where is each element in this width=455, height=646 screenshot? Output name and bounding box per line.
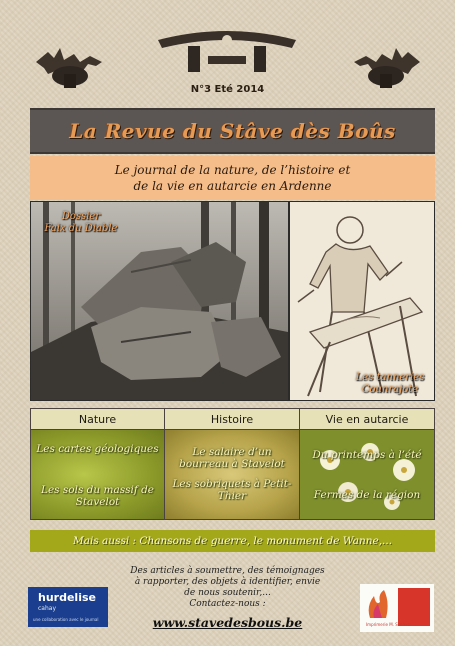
mais-aussi-text: Mais aussi : Chansons de guerre, le monument de Wanne,... — [72, 535, 393, 547]
tanneries-caption — [345, 372, 435, 396]
dossier-caption-line-1: Dossier — [61, 211, 101, 222]
item-cartes-geologiques: Les cartes géologiques — [36, 443, 159, 455]
item-sols-massif: Les sols du massif de Stavelot — [40, 484, 155, 508]
section-heading-nature: Nature — [31, 409, 164, 429]
contact-line-4: Contactez-nous : — [189, 599, 266, 609]
tanneries-caption-line-2: Counrajote — [361, 384, 419, 395]
item-printemps-ete: Du printemps à l’été — [312, 449, 422, 461]
subtitle-line-2: de la vie en autarcie en Ardenne — [133, 179, 332, 193]
hurdelise-logo — [28, 587, 108, 627]
contact-line-1: Des articles à soumettre, des témoignages — [130, 566, 325, 576]
imprimerie-label: Imprimerie M. Schmitz — [366, 622, 412, 627]
grid-divider-1 — [164, 408, 165, 520]
imprimerie-red-block — [398, 588, 430, 626]
section-heading-autarcie: Vie en autarcie — [300, 409, 434, 429]
antlered-figure-left-ornament — [30, 40, 108, 90]
item-fermes-region: Fermes de la région — [313, 489, 421, 501]
printer-flame-icon — [364, 588, 394, 620]
contact-line-2: à rapporter, des objets à identifier, envie — [134, 577, 321, 587]
hurdelise-brand: hurdelise — [38, 591, 96, 604]
website-link[interactable]: www.stavedesbous.be — [152, 615, 303, 630]
hurdelise-tagline: une collaboration avec le journal — [33, 617, 99, 622]
tanner-illustration — [290, 202, 434, 400]
contact-line-3: de nous soutenir,... — [184, 588, 271, 598]
contact-block — [110, 566, 345, 610]
tanneries-caption-line-1: Les tanneries — [355, 372, 425, 383]
imprimerie-logo — [360, 584, 434, 632]
section-body-autarcie — [300, 430, 434, 519]
item-salaire-bourreau: Le salaire d’un bourreau à Stavelot — [179, 446, 285, 470]
hurdelise-sub: cahay — [38, 605, 57, 612]
grid-header-divider — [30, 429, 435, 430]
subtitle-line-1: Le journal de la nature, de l’histoire et — [114, 163, 351, 177]
item-sobriquets: Les sobriquets à Petit-Thier — [172, 478, 292, 502]
subtitle-banner — [30, 156, 435, 200]
magazine-title: La Revue du Stâve dès Boûs — [69, 119, 396, 143]
yoke-tool-ornament — [148, 18, 306, 78]
grid-divider-2 — [299, 408, 300, 520]
dossier-caption-line-2: Faix du Diable — [44, 223, 118, 234]
antlered-figure-right-ornament — [348, 40, 426, 90]
mais-aussi-banner — [30, 530, 435, 552]
title-banner — [30, 108, 435, 154]
section-body-histoire — [165, 430, 299, 519]
issue-label: N°3 Eté 2014 — [190, 84, 265, 95]
dossier-caption — [38, 211, 124, 235]
section-heading-histoire: Histoire — [165, 409, 299, 429]
